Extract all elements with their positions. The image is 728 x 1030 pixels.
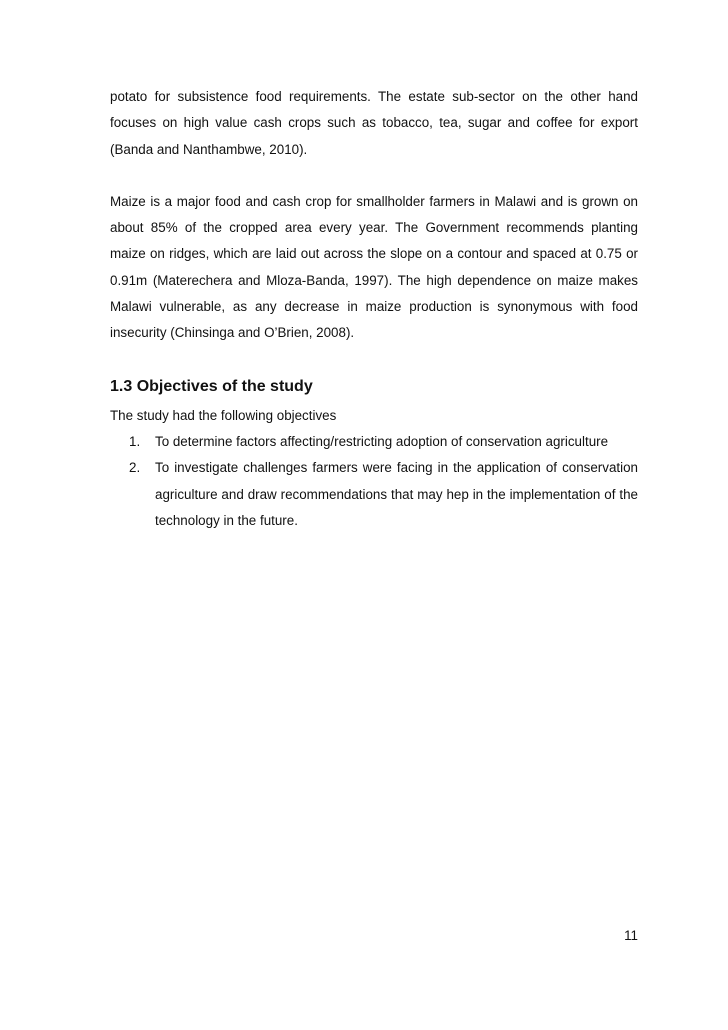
objective-text: To determine factors affecting/restricting adoption of conservation agriculture [155, 433, 609, 449]
objective-item [110, 455, 638, 534]
paragraph-estate-subsector: potato for subsistence food requirements. The estate sub-sector on the other hand focuses on high value cash crops such as tobacco, tea, sugar and coffee for export (Banda and Nanthambwe, 2010). [110, 89, 638, 157]
page-number: 11 [624, 928, 638, 943]
objectives-list [110, 429, 638, 534]
objective-text: To investigate challenges farmers were facing in the application of conservation agriculture and draw recommendations that may hep in the implementation of the technology in the future. [155, 460, 638, 528]
objectives-intro: The study had the following objectives [110, 407, 337, 423]
paragraph-maize: Maize is a major food and cash crop for smallholder farmers in Malawi and is grown on about 85% of the cropped area every year. The Government recommends planting maize on ridges, which are laid out across the slope on a contour and spaced at 0.75 or 0.91m (Materechera and Mloza-Banda, 1997). The high dependence on maize makes Malawi vulnerable, as any decrease in maize production is synonymous with food insecurity (Chinsinga and O’Brien, 2008). [110, 193, 638, 341]
section-heading: 1.3 Objectives of the study [110, 377, 313, 395]
objective-number: 2. [129, 460, 141, 476]
page-content [110, 84, 638, 534]
objective-number: 1. [129, 433, 141, 449]
objective-item [110, 429, 638, 455]
